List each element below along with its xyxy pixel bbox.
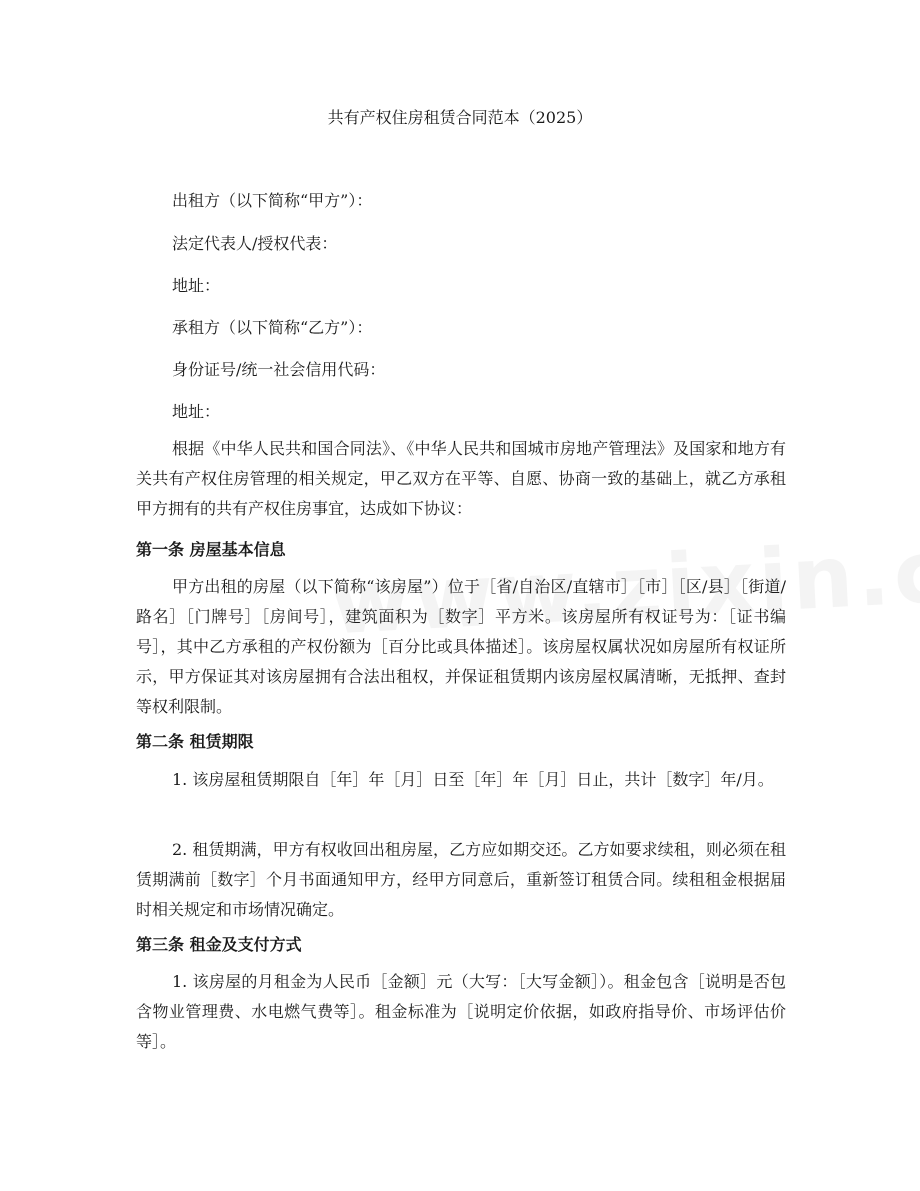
document-title: 共有产权住房租赁合同范本（2025） [327, 108, 593, 127]
article1-body: 甲方出租的房屋（以下简称“该房屋”）位于［省/自治区/直辖市］［市］［区/县］［街道/路名］［门牌号］［房间号］，建筑面积为［数字］平方米。该房屋所有权证号为：［证书编号］，其中乙方承租的产权份额为［百分比或具体描述］。该房屋权属状况如房屋所有权证所示，甲方保证其对该房屋拥有合法出租权，并保证租赁期内该房屋权属清晰，无抵押、查封等权利限制。 [136, 577, 786, 716]
article3-item1: 1. 该房屋的月租金为人民币［金额］元（大写：［大写金额］）。租金包含［说明是否包含物业管理费、水电燃气费等］。租金标准为［说明定价依据，如政府指导价、市场评估价等］。 [136, 972, 786, 1051]
lessee-line: 承租方（以下简称“乙方”）： [172, 318, 373, 337]
article2-heading: 第二条 租赁期限 [136, 732, 254, 751]
lessee-id-line: 身份证号/统一社会信用代码： [172, 360, 386, 379]
article3-heading: 第三条 租金及支付方式 [136, 935, 302, 954]
lessor-address-line: 地址： [172, 276, 221, 295]
article1-heading: 第一条 房屋基本信息 [136, 540, 286, 559]
article2-item1: 1. 该房屋租赁期限自［年］年［月］日至［年］年［月］日止，共计［数字］年/月。 [172, 770, 774, 789]
article2-item2: 2. 租赁期满，甲方有权收回出租房屋，乙方应如期交还。乙方如要求续租，则必须在租赁期满前［数字］个月书面通知甲方，经甲方同意后，重新签订租赁合同。续租租金根据届时相关规定和市场情况确定。 [136, 840, 786, 919]
preamble-paragraph: 根据《中华人民共和国合同法》、《中华人民共和国城市房地产管理法》及国家和地方有关共有产权住房管理的相关规定，甲乙双方在平等、自愿、协商一致的基础上，就乙方承租甲方拥有的共有产权住房事宜，达成如下协议： [136, 439, 786, 518]
lessor-line: 出租方（以下简称“甲方”）： [172, 191, 373, 210]
legal-rep-line: 法定代表人/授权代表： [172, 234, 338, 253]
lessee-address-line: 地址： [172, 402, 221, 421]
